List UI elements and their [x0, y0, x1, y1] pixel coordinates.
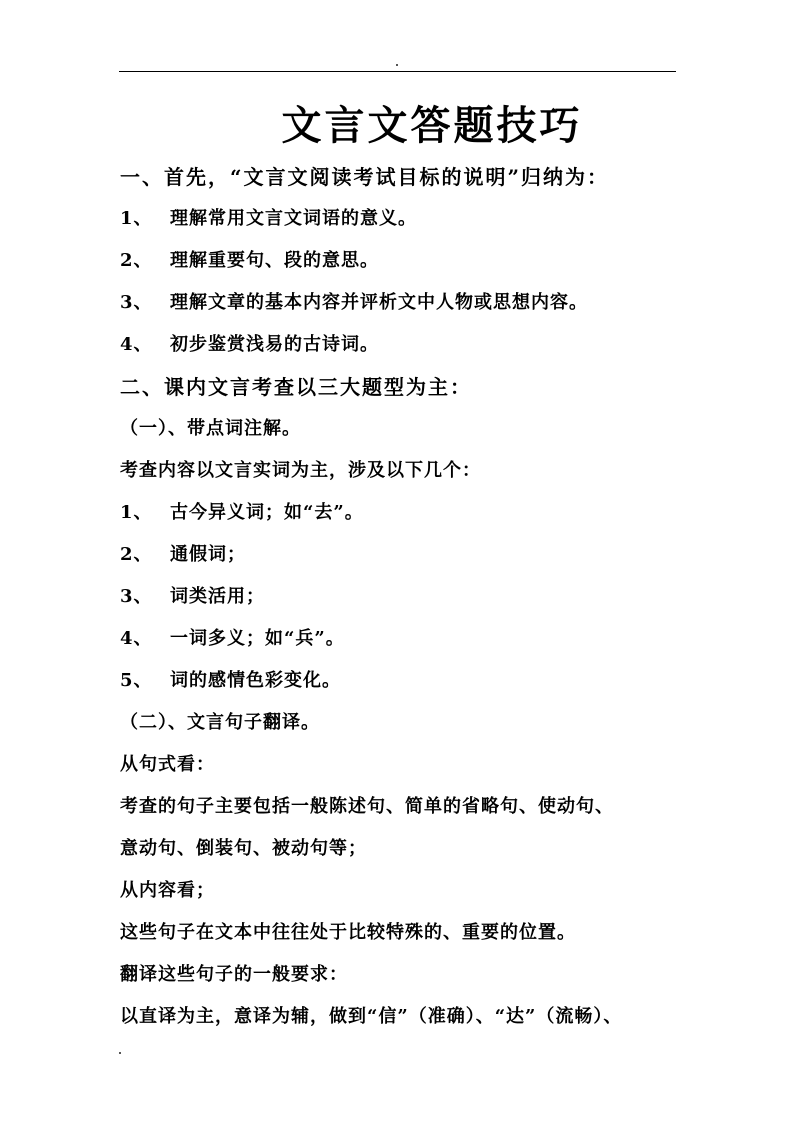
list-item-text: 理解文章的基本内容并评析文中人物或思想内容。 — [170, 292, 588, 313]
list-item — [120, 240, 680, 282]
list-item-number: 3、 — [120, 292, 153, 313]
page-title: 文言文答题技巧 — [281, 102, 583, 149]
list-item — [120, 282, 680, 324]
form-text-continued: 意动句、倒装句、被动句等； — [120, 838, 367, 859]
list-item — [120, 576, 680, 618]
content-label: 从内容看； — [120, 880, 215, 901]
list-item — [120, 660, 680, 702]
footer-mark — [119, 1052, 121, 1054]
part1-intro: 考查内容以文言实词为主，涉及以下几个： — [120, 460, 481, 481]
list-item-number: 4、 — [120, 334, 153, 355]
section2-heading: 二、课内文言考查以三大题型为主： — [120, 375, 472, 399]
part2-title: （二）、文言句子翻译。 — [120, 712, 320, 733]
list-item-text: 词的感情色彩变化。 — [170, 670, 341, 691]
list-item — [120, 198, 680, 240]
list-item-number: 2、 — [120, 250, 153, 271]
list-item-number: 1、 — [120, 502, 153, 523]
content-text: 这些句子在文本中往往处于比较特殊的、重要的位置。 — [120, 922, 576, 943]
list-item-text: 通假词； — [170, 544, 246, 565]
form-label: 从句式看： — [120, 754, 215, 775]
list-item — [120, 492, 680, 534]
list-item — [120, 534, 680, 576]
form-text: 考查的句子主要包括一般陈述句、简单的省略句、使动句、 — [120, 796, 614, 817]
list-item-text: 初步鉴赏浅易的古诗词。 — [170, 334, 379, 355]
list-item-number: 2、 — [120, 544, 153, 565]
section1-heading: 一、首先，“文言文阅读考试目标的说明”归纳为： — [120, 165, 610, 189]
list-item-number: 1、 — [120, 208, 153, 229]
list-item-text: 理解常用文言文词语的意义。 — [170, 208, 417, 229]
list-item-text: 古今异义词；如“去”。 — [170, 502, 364, 523]
list-item-number: 4、 — [120, 628, 153, 649]
document-body — [120, 156, 680, 1038]
list-item-number: 3、 — [120, 586, 153, 607]
list-item-text: 词类活用； — [170, 586, 265, 607]
requirement-text: 以直译为主，意译为辅，做到“信”（准确）、“达”（流畅）、 — [120, 1006, 623, 1027]
requirement-label: 翻译这些句子的一般要求： — [120, 964, 348, 985]
header-mark — [396, 64, 398, 66]
list-item-text: 理解重要句、段的意思。 — [170, 250, 379, 271]
part1-title: （一）、带点词注解。 — [120, 418, 301, 439]
list-item-number: 5、 — [120, 670, 153, 691]
list-item-text: 一词多义；如“兵”。 — [170, 628, 345, 649]
list-item — [120, 324, 680, 366]
list-item — [120, 618, 680, 660]
header-rule — [119, 71, 676, 72]
